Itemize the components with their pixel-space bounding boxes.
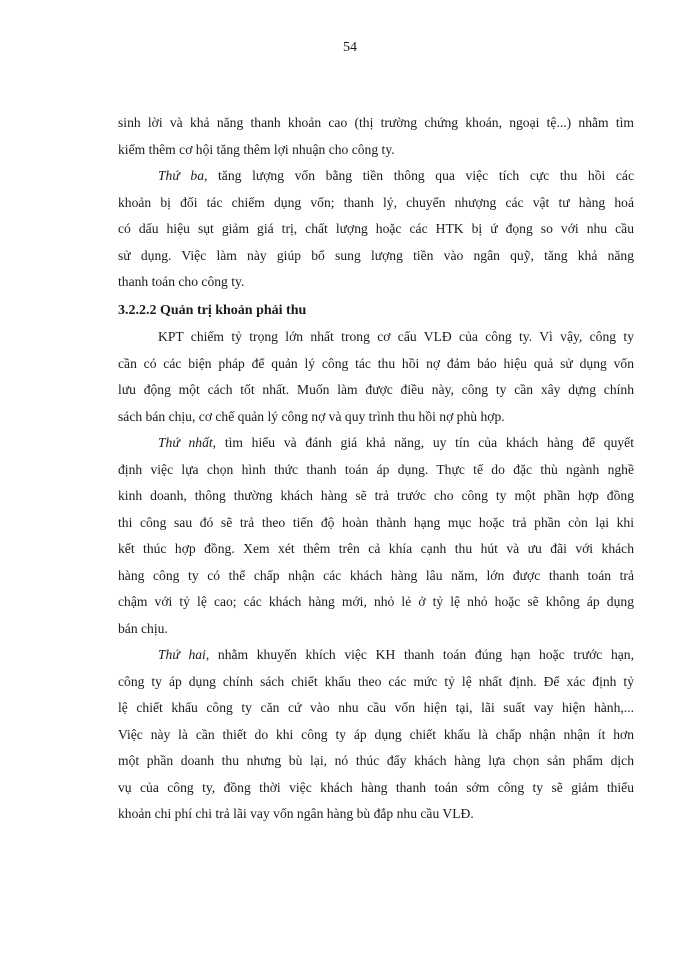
text-line: kiếm thêm cơ hội tăng thêm lợi nhuận cho công ty. [118,141,395,157]
text-line: khoản bị đối tác chiếm dụng vốn; thanh lý, chuyển nhượng các vật tư hàng hoá [118,194,634,210]
paragraph-1 [118,110,634,163]
text-line: sử dụng. Việc làm này giúp bổ sung lượng tiền vào ngân quỹ, tăng khả năng [118,247,634,263]
text-line: vụ của công ty, đồng thời việc khách hàng thanh toán sớm công ty sẽ giảm thiểu [118,779,634,795]
paragraph-2 [118,163,634,296]
text-line: kinh doanh, thông thường khách hàng sẽ trả trước cho công ty một phần hợp đồng [118,488,634,503]
paragraph-lead: Thứ ba, [158,168,208,183]
text-line [118,642,634,669]
text-line: Việc này là cần thiết do khi công ty áp dụng chiết khấu là chấp nhận nhận ít hơn [118,726,634,742]
text-line: có dấu hiệu sụt giảm giá trị, chất lượng hoặc các HTK bị ứ đọng so với nhu cầu [118,221,634,236]
text-span: tăng lượng vốn bằng tiền thông qua việc tích cực thu hồi các [207,168,634,183]
paragraph-4 [118,430,634,642]
text-line: lưu động một cách tốt nhất. Muốn làm được điều này, công ty cần xây dựng chính [118,382,634,397]
paragraph-lead: Thứ hai, [158,647,210,662]
text-span: tìm hiểu và đánh giá khả năng, uy tín của khách hàng để quyết [216,435,634,450]
text-line: thanh toán cho công ty. [118,274,245,289]
text-line: thi công sau đó sẽ trả theo tiến độ hoàn thành hạng mục hoặc trả phần còn lại khi [118,514,634,530]
text-line: một phần doanh thu nhưng bù lại, nó thúc đẩy khách hàng lựa chọn sản phẩm dịch [118,753,634,768]
text-line: cần có các biện pháp để quản lý công tác thu hồi nợ đảm bảo hiệu quả sử dụng vốn [118,355,634,371]
page-number: 54 [343,40,357,55]
text-line [118,430,634,457]
text-line: chậm với tỷ lệ cao; các khách hàng mới, nhỏ lẻ ở tỷ lệ nhỏ hoặc sẽ không áp dụng [118,594,634,609]
text-line: sinh lời và khả năng thanh khoản cao (thị trường chứng khoán, ngoại tệ...) nhằm tìm [118,115,634,130]
text-line [118,163,634,190]
text-line: KPT chiếm tỷ trọng lớn nhất trong cơ cấu VLĐ của công ty. Vì vậy, công ty [158,329,634,344]
text-line: sách bán chịu, cơ chế quản lý công nợ và quy trình thu hồi nợ phù hợp. [118,408,505,424]
text-line: lệ chiết khấu công ty căn cứ vào nhu cầu vốn hiện tại, lãi suất vay hiện hành,... [118,700,634,715]
text-line: hàng công ty có thể chấp nhận các khách hàng lâu năm, lớn được thanh toán trả [118,567,634,583]
paragraph-3 [118,324,634,430]
text-line: khoản chi phí chi trả lãi vay vốn ngân hàng bù đắp nhu cầu VLĐ. [118,806,474,821]
document-body [118,110,634,828]
text-span: nhằm khuyến khích việc KH thanh toán đúng hạn hoặc trước hạn, [209,647,634,662]
text-line: bán chịu. [118,620,168,636]
text-line: định việc lựa chọn hình thức thanh toán áp dụng. Thực tế do đặc thù ngành nghề [118,461,634,477]
section-heading: 3.2.2.2 Quản trị khoản phải thu [118,302,307,318]
paragraph-lead: Thứ nhất, [158,435,217,450]
text-line: công ty áp dụng chính sách chiết khấu theo các mức tỷ lệ nhất định. Để xác định tỷ [118,673,634,689]
paragraph-5 [118,642,634,828]
text-line: kết thúc hợp đồng. Xem xét thêm trên cả khía cạnh thu hút và ưu đãi với khách [118,541,634,556]
